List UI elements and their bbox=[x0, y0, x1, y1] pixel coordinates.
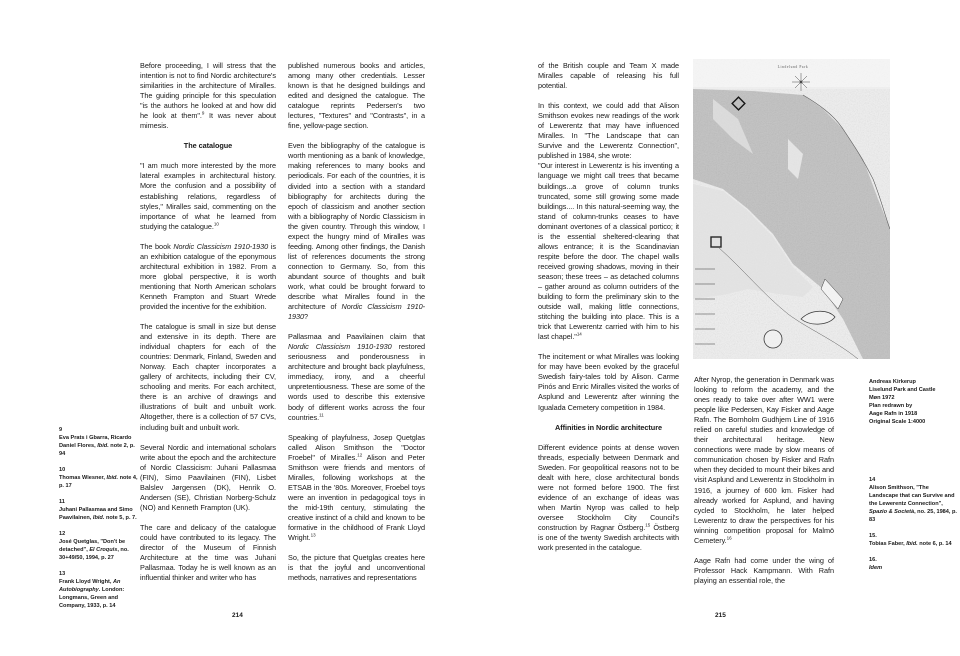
right-page-column-2 bbox=[694, 375, 834, 596]
paragraph: Pallasmaa and Paavilainen claim that Nordic Classicism 1910-1930 restored seriousness and ponderousness in architecture and brought back playfulness, immediacy, irony, and a cheerful unpretentiousness. These are some of the words used to describe this extensive body of different works across the four countries.$^{11}$ bbox=[288, 332, 425, 422]
map-title: Lindelund Park bbox=[777, 65, 809, 69]
paragraph: The care and delicacy of the catalogue could have contributed to its legacy. The director of the Museum of Finnish Architecture at the time was Juhani Pallasmaa. Today he is well known as an influential thinker and writer who has bbox=[140, 522, 276, 583]
paragraph: Speaking of playfulness, Josep Quetglas called Alison Smithson the "Doctor Froebel" of Miralles.$^{12}$ Alison and Peter Smithson were friends and mentors of Miralles, following workshops at the ETSAB in the '80s. Moreover, Froebel toys were an invention in pedagogical toys in the mid-19th century, stimulating the creative instinct of a child and known to be formative in the childhood of Frank Lloyd Wright.$^{13}$ bbox=[288, 432, 425, 543]
paragraph: The book Nordic Classicism 1910-1930 is an exhibition catalogue of the eponymous architectural exhibition in 1982. From a more global perspective, it is worth mentioning that North American scholars Kenneth Frampton and Stuart Wrede provided the incentive for the exhibition. bbox=[140, 241, 276, 311]
footnote-9: 9 Eva Prats i Gbarra, Ricardo Daniel Flores, Ibid. note 2, p. 94 bbox=[59, 427, 135, 457]
paragraph: So, the picture that Quetglas creates here is that the joyful and unconventional methods, narratives and representations bbox=[288, 553, 425, 583]
right-margin-notes bbox=[869, 476, 957, 580]
paragraph: After Nyrop, the generation in Denmark was looking to reform the academy, and the ones ready to take over after WW1 were people like Pedersen, Kay Fisker and Aage Rafn. The Bornholm Gudhjem Line of 1916 relied on careful studies and knowledge of their architectural heritage. New connections were made by slow means of communication chosen by Fisker and Rafn when they decided to mount their bikes and visit Asplund and Lewerentz in Stockholm in 1916, a journey of 600 km. Fisker had already worked for Asplund, and having cycled to Stockholm, he later helped Lewerentz to draw the perspectives for his winning competition proposal for Malmö Cemetery.$^{16}$ bbox=[694, 375, 834, 545]
footnote-14: 14 Alison Smithson, "The Landscape that can Survive and the Lewerentz Connection", Spazio & Società, no. 25, 1984, p. 83 bbox=[869, 477, 957, 523]
paper-texture bbox=[693, 59, 890, 359]
footnote-12: 12 José Quetglas, "Don't be detached", El Croquis, no. 30+49/50, 1994, p. 27 bbox=[59, 531, 129, 561]
paragraph: Several Nordic and international scholars write about the epoch and the architecture of Nordic Classicism: Juhani Pallasmaa (FIN), Simo Paavilainen (FIN), Lisbet Balslev Jørgensen (DK), Henrik O. Andersen (SE), Christian Norberg-Schulz (NO) and Kenneth Frampton (UK). bbox=[140, 442, 276, 512]
paragraph: In this context, we could add that Alison Smithson evokes new readings of the work of Lewerentz that may have influenced Miralles. In "The Landscape that can Survive and the Lewerentz Connection", published in 1984, she wrote: bbox=[538, 101, 679, 161]
block-quote: "Our interest in Lewerentz is his inventing a language we might call trees that became buildings...a grove of column trunks truncated, some still growing some made buildings.... In this natural-seeming way, the stand of column-trunks ceases to have dominant overtones of a classical portico; it is the essential sheltered-clearing that allows entrance; it is the Scandinavian respite before the door. The chapel walls received growing shadows, moving in their season; these trees – as detached columns – gather around as column outriders of the building to form the preliminary skin to the outside wall, making little connections, stitching the building into place. This is a trick that Lewerentz carried with him to his last chapel."$^{14}$ bbox=[538, 161, 679, 342]
footnote-13: 13 Frank Lloyd Wright, An Autobiography. London: Longmans, Green and Company, 1933, p. 14 bbox=[59, 571, 125, 609]
figure-caption: Andreas Kirkerup Liselund Park and Castle Møn 1972 Plan redrawn by Aage Rafn in 1918 Original Scale 1:4000 bbox=[869, 379, 936, 425]
right-page-column-1 bbox=[538, 61, 679, 563]
page-number-left: 214 bbox=[232, 612, 243, 619]
paragraph: Aage Rafn had come under the wing of Professor Hack Kampmann. With Rafn playing an essential role, the bbox=[694, 555, 834, 585]
footnote-16: 16. Idem bbox=[869, 557, 883, 571]
paragraph: Different evidence points at dense woven threads, especially between Denmark and Sweden. For geopolitical reasons not to be dealt with here, close architectural bonds were not formed before 1900. The first evidence of an exchange of ideas was when Martin Nyrop was called to help oversee Stockholm City Council's construction by Ragnar Östberg.$^{15}$ Östberg is one of the twenty Swedish architects with work presented in the catalogue. bbox=[538, 442, 679, 553]
map-drawing bbox=[693, 59, 890, 359]
paragraph: "I am much more interested by the more lateral examples in architectural history. More the confusion and a possibility of establishing relations, regardless of styles," Miralles said, commenting on the importance of what he learned from studying the catalogue.$^{10}$ bbox=[140, 161, 276, 231]
left-page-column-2 bbox=[288, 61, 425, 593]
left-margin-notes bbox=[59, 426, 139, 618]
footnote-11: 11 Juhani Pallasmaa and Simo Paavilainen, Ibid. note 5, p. 7. bbox=[59, 499, 137, 521]
paragraph: Before proceeding, I will stress that the intention is not to find Nordic architecture's similarities in the architecture of Miralles. The guiding principle for this speculation "is the authors he looked at and how did he look at them".$^9$ It was never about mimesis. bbox=[140, 61, 276, 131]
footnote-15: 15. Tobias Faber, Ibid. note 6, p. 14 bbox=[869, 533, 952, 547]
footnote-10: 10 Thomas Wiesner, Ibid. note 4, p. 17 bbox=[59, 467, 138, 489]
liselund-park-plan-image bbox=[693, 59, 890, 359]
section-heading: The catalogue bbox=[183, 141, 233, 151]
paragraph: of the British couple and Team X made Miralles capable of releasing his full potential. bbox=[538, 61, 679, 91]
paragraph: Even the bibliography of the catalogue is worth mentioning as a bank of knowledge, making references to many books and periodicals. For each of the countries, it is divided into a section with a standard bibliography for architects during the epoch of classicism and another section with a bibliography of Nordic Classicism in the given country. Through this window, I expect the hungry mind of Miralles was feeding. Among other findings, the Danish list of references documents the strong connection to Germany. So, from this abundant source of thoughts and built work, what could be brought forward to describe what Miralles found in the architecture of Nordic Classicism 1910-1930? bbox=[288, 141, 425, 322]
page-number-right: 215 bbox=[715, 612, 726, 619]
left-page-column-1 bbox=[140, 61, 276, 593]
paragraph: published numerous books and articles, among many other credentials. Lesser known is that he designed buildings and edited and designed the catalogue. The catalogue reprints Pedersen's two lectures, "Textures" and "Contrasts", in a fine, yellow-page section. bbox=[288, 61, 425, 131]
section-heading: Affinities in Nordic architecture bbox=[554, 422, 662, 432]
paragraph: The incitement or what Miralles was looking for may have been evoked by the graceful Swedish fairy-tales told by Alison. Carme Pinós and Enric Miralles visited the works of Asplund and Lewerentz after winning the Igualada Cemetery competition in 1984. bbox=[538, 352, 679, 412]
paragraph: The catalogue is small in size but dense and extensive in its depth. There are individual chapters for each of the countries: Denmark, Finland, Sweden and Norway. Each chapter incorporates a gallery of architects, including their CV, schooling and merits. For each architect, there is an archive of drawings and illustrations of built and unbuilt work. Altogether, there is a collection of 57 CVs, including built and unbuilt work. bbox=[140, 322, 276, 432]
